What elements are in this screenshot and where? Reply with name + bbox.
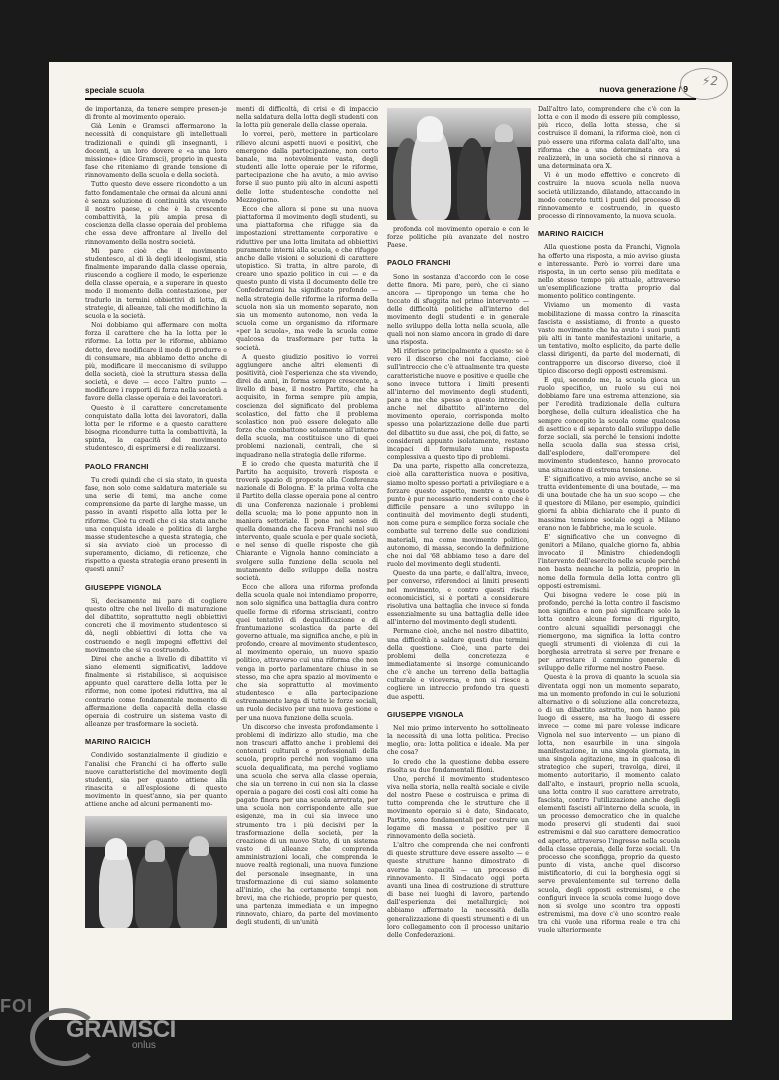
speaker-heading: GIUSEPPE VIGNOLA (85, 582, 162, 592)
page-header: nuova generazione / 9 (599, 84, 688, 94)
paragraph: Mi pare cioè che il movimento studentesco, al di là degli ideologismi, stia finalmente imparando dalla classe operaia, riuscendo a cogliere il modo, le esperienze della classe operaia, e a superare in questo modo il momento della contestazione, per tradurlo in termini obbiettivi di lotta, di strategie, di alleanze, tali che modifichino la scuola e la società. (85, 247, 227, 320)
paragraph: Questo da una parte, e dall'altra, invece, per converso, riferendoci ai limiti presenti nel movimento, e contro questi rischi economicistici, si è portati a considerare risolutiva una battaglia che invece si fonda essenzialmente su una battaglia delle idee all'interno del movimento degli studenti. (387, 570, 529, 627)
paragraph: Permane cioè, anche nel nostro dibattito, una difficoltà a saldare questi due termini della questione. Cioè, una parte dei problemi della concretezza e immediatamente si insorge comunicando che c'è anche un terreno della battaglia culturale e viceversa, e non si riesce a cogliere un intreccio profondo tra questi due aspetti. (387, 628, 529, 701)
column-4 (538, 106, 680, 936)
paragraph: L'altro che comprenda che nei confronti di queste strutture deve essere assolto — e queste strutture hanno dimostrato di averne la capacità — un processo di rinnovamento. Il Sindacato oggi porta avanti una linea di costruzione di strutture di base nei luoghi di lavoro, partendo dall'esperienza dei metallurgici; noi abbiamo affermato la necessità della generalizzazione di questi strumenti e di un loro collegamento con il processo unitario delle Confederazioni. (387, 842, 529, 939)
paragraph: Ecco che allora una riforma profonda della scuola quale noi intendiamo proporre, non solo significa una battaglia dura contro quelle forme di riforma striscianti, contro quei tentativi di dequalificazione e di frantumazione scolastica da parte del governo attuale, ma significa anche, e più in profondo, creare al movimento studentesco, al movimento operaio, un nuovo spazio politico, attraverso cui una riforma che non venga in porto parlamentare chiuso in se stesso, ma che apra spazio al movimento e che sia soprattutto al movimento studentesco e alla partecipazione estremamente larga di tutte le forze sociali, un ruolo decisivo per una nuova gestione e per una nuova funzione della scuola. (236, 584, 378, 722)
column-1 (85, 106, 227, 928)
paragraph: Dall'altro lato, comprendere che c'è con la lotta e con il modo di essere più complesso, più ricco, della lotta stessa, che si costruisce il domani, la riforma cioè, non ci può essere una riforma calata dall'alto, una riforma che a una determinata ora si realizzerà, in una società che si rinnova a una determinata ora X. (538, 106, 680, 171)
paragraph: Condivido sostanzialmente il giudizio e l'analisi che Franchi ci ha offerto sulle nuove caratteristiche del movimento degli studenti, sia per quanto attiene alla rinascita e all'esplosione di questo movimento in quest'anno, sia per quanto attiene anche ad alcuni permanenti mo- (85, 752, 227, 809)
paragraph: Viviamo un momento di vasta mobilitazione di massa contro la rinascita fascista e assistiamo, di fronte a questo vasto movimento che ha avuto i suoi punti più alti in tante manifestazioni unitarie, a un tentativo, molto esplicito, da parte delle classi dirigenti, da parte del modernati, di contrapporre un discorso diverso, cioè il tipico discorso degli opposti estremismi. (538, 302, 680, 375)
section-header: speciale scuola (85, 86, 145, 95)
paragraph: Tu credi quindi che ci sia stato, in questa fase, non solo come saldatura materiale su una serie di temi, ma anche come comprensione da parte di larghe masse, un passo in avanti rispetto alla lotta per le riforme. Cioè tu credi che ci sia stata anche una conquista ideale e politica di larghe masse studentesche a questa strategia, che si sia avviato cioè un processo di superamento, diciamo, di reticenze, che rispetto a questa strategia erano presenti in questi anni? (85, 476, 227, 574)
watermark-onlus-text: onlus (132, 1040, 156, 1051)
paragraph: Mi riferisco principalmente a questo: se è vero il discorso che noi facciamo, cioè sull'intreccio che c'è attualmente tra queste caratteristiche nuove e positive e quelle che sono invece tuttora i limiti presenti all'interno del movimento degli studenti, pare a me che spesso a questo intreccio, anche nel dibattito all'interno del movimento operaio, corrisponda molto spesso una polarizzazione delle due parti del dibattito su due assi, che poi, di fatto, se considerati appunto isolatamente, restano incapaci di formulare una risposta complessiva a questo tipo di problemi. (387, 348, 529, 462)
paragraph: Questo è il carattere concretamente conquistato dalla lotta dei lavoratori, dalla lotta per le riforme e a questo carattere bisogna ricondurre tutta la combattività, la spinta, la capacità del movimento studentesco, di esprimersi e di realizzarsi. (85, 404, 227, 453)
paragraph: E qui, secondo me, la scuola gioca un ruolo specifico, un ruolo su cui noi dobbiamo fare una estrema attenzione, sia per l'eredità tradizionale della cultura borghese, della cultura idealistica che ha sempre concepito la scuola come qualcosa di asettico e di separato dallo sviluppo delle forze sociali, sia perché le tensioni indotte nella scuola dalla sua stessa crisi, dall'esplodere, dall'erompere del movimento studentesco, hanno provocato una situazione di estrema tensione. (538, 376, 680, 474)
speaker-heading: MARINO RAICICH (85, 737, 151, 747)
paragraph: Un discorso che investa profondamente i problemi di indirizzo allo studio, ma che non trascuri affatto anche i problemi dei contenuti culturali e professionali della scuola, proprio perché non vogliamo una scuola dequalificata, ma perché vogliamo una scuola che serva alla classe operaia, che sia un terreno in cui non sia la classe operaia a pagare dei costi così alti come ha pagato finora per una scuola arretrata, per una scuola non corrispondente alle sue esigenze, ma in cui sia invece uno strumento tra i più decisivi per la trasformazione della società, per la creazione di un nuovo Stato, di un sistema vasto di alleanze che comprenda amministrazioni locali, che comprenda le nuove realtà regionali, una nuova funzione del personale insegnante, in una trasformazione di cui siamo solamente all'inizio, che ha certamente tempi non brevi, ma che richiede, proprio per questo, una partenza immediata e un impegno rinnovato, chiaro, da parte del movimento degli studenti, di un'unità (236, 723, 378, 927)
speaker-heading: PAOLO FRANCHI (85, 461, 149, 471)
paragraph: Sì, decisamente mi pare di cogliere questo oltre che nel livello di maturazione del dibattito, soprattutto negli obbiettivi concreti che il movimento studentesco si dà, negli obbiettivi di lotta che va costruendo e negli impegni effettivi del movimento che si va costruendo. (85, 597, 227, 654)
protest-photo-crowd (387, 108, 531, 220)
header-rule (85, 98, 696, 100)
paragraph: Sono in sostanza d'accordo con le cose dette finora. Mi pare, però, che ci siano ancora — tipropongo un tema che ho toccato di sfuggita nel primo intervento — delle difficoltà politiche all'interno del movimento degli studenti e in generale nello sviluppo della lotta nella scuola, alle quali noi non siamo ancora in grado di dare una risposta. (387, 273, 529, 346)
paragraph: de importanza, da tenere sempre presen-je di fronte al movimento operaio. (85, 106, 227, 122)
paragraph: Noi dobbiamo qui affermare con molta forza il carattere che ha la lotta per le riforme. La lotta per le riforme, abbiamo detto, deve modificare il modo di produrre e di consumare, ma abbiamo detto anche di più, modificare il meccanismo di sviluppo della società, cioè la struttura stessa della società, e deve — ecco l'altro punto — modificare i rapporti di forza nella società a favore della classe operaia e dei lavoratori. (85, 322, 227, 403)
watermark-fon-text: FOI (0, 996, 33, 1016)
paragraph: Tutto questo deve essere ricondotto a un fatto fondamentale che ormai da alcuni anni è senza soluzione di continuità sta vivendo il nostro paese, e che è la crescente combattività, la più ampia presa di coscienza della classe operaia del problema che essa deve affrontare al livello del rinnovamento della nostra società. (85, 181, 227, 246)
paragraph: Direi che anche a livello di dibattito vi siano elementi significativi, laddove finalmente si ristabilisce, si acquisisce appunto quel carattere della lotta per le riforme, non come ipotesi riduttiva, ma al contrario come fondamentale momento di affermazione della capacità della classe operaia di costruire un sistema vasto di alleanze per trasformare la società. (85, 655, 227, 729)
column-2 (236, 106, 378, 929)
paragraph: Ecco che allora si pone su una nuova piattaforma il movimento degli studenti, su una piattaforma che rifugge sia da impostazioni strettamente corporative e riduttive per una lotta limitata ad obbiettivi puramente interni alla scuola, e che rifugge anche dalle visioni e soluzioni di carattere utopistico. Si tratta, in altre parole, di creare uno spazio politico in cui — e da questo punto di vista il documento delle tre Confederazioni ha significato profondo — nella strategia delle riforme la riforma della scuola non sia un momento separato, non sia un momento autonomo, non veda la scuola come un organismo da riformare «per la scuola», ma vede la scuola come qualcosa da trasformare per tutta la società. (236, 205, 378, 352)
paragraph: E io credo che questa maturità che il Partito ha acquisito, troverà risposta e troverà spazio di proposte alla Conferenza nazionale di Bologna. E' la prima volta che il Partito della classe operaia pone al centro di una Conferenza nazionale i problemi della scuola; ma lo pone appunto non in maniera settoriale. Il pone nel senso di quella domanda che faceva Franchi nel suo intervento, quale scuola e per quale società, e nel senso di quelle risposte che già Chiarante e Vignola hanno cominciato a svolgere sulla funzione della scuola nel mutamento dello sviluppo della nostra società. (236, 460, 378, 582)
column-3 (387, 106, 529, 941)
paragraph: Da una parte, rispetto alla concretezza, cioè alla caratteristica nuova e positiva, siamo molto spesso portati a privilegiare e a forzare questo aspetto, mentre a questo punto è pur necessario rendersi conto che è difficile pensare a uno sviluppo in continuità del movimento degli studenti, non come pura e semplice forza sociale che combatte sul terreno delle sue condizioni materiali, ma come movimento politico, autonomo, di massa, secondo la definizione che noi dal '68 abbiamo teso a dare del ruolo del movimento degli studenti. (387, 463, 529, 569)
handwritten-page-note: ⚡2 (701, 74, 718, 88)
paragraph: A questo giudizio positivo io vorrei aggiungere anche altri elementi di positività, cioè l'esperienza che sta vivendo, direi da anni, in forma sempre crescente, a livello di base, il nostro Partito, che ha acquisito, in forma sempre più ampia, coscienza del significato del problema scolastico, del fatto che il problema scolastico non può essere delegato alle forze che combattono solamente all'interno della scuola, ma costituisce uno di quei problemi nazionali, centrali, che si inquadrano nella strategia delle riforme. (236, 353, 378, 459)
magazine-page (49, 62, 732, 1020)
paragraph: Alla questione posta da Franchi, Vignola ha offerto una risposta, a mio avviso giusta e interessante. Però io vorrei dare una risposta, in un certo senso più meditata e nello stesso tempo più attuale, attraverso un'esemplificazione tratta proprio dal momento politico contingente. (538, 244, 680, 301)
protest-photo-workers (85, 816, 227, 928)
paragraph: Vi è un modo effettivo e concreto di costruire la nuova scuola nella nuova società utilizzando, dilatando, attaccando in modo concreto tutti i punti del processo di rinnovamento e costruendo, in questo processo di rinnovamento, la nuova scuola. (538, 172, 680, 221)
photo-caption: profonda col movimento operaio e con le forze politiche più avanzate del nostro Paese. (387, 226, 529, 250)
watermark-gramsci-text: GRAMSCI (66, 1016, 176, 1043)
paragraph: Nel mio primo intervento ho sottolineato la necessità di una lotta politica. Preciso meglio, ora: lotta politica e ideale. Ma per che cosa? (387, 724, 529, 757)
paragraph: Già Lenin e Gramsci affermarono la necessità di conquistare gli intellettuali tradizionali e quindi gli insegnanti, i docenti, a un loro dovere e «a una loro missione» (dice Gramsci), proprio in questa fase che riteniamo di grande tensione di rinnovamento della scuola e della società. (85, 123, 227, 180)
speaker-heading: GIUSEPPE VIGNOLA (387, 709, 464, 719)
paragraph: Questa è la prova di quanto la scuola sia diventata oggi non un momento separato, ma un momento profondo in cui le soluzioni alternative o di soluzione alla concretezza, o di un dibattito astratto, non hanno più luogo di essere, ma ha luogo di essere invece — come mi pare volesse indicare Vignola nel suo intervento — un piano di lotta, non esaurbile in una singola manifestazione, in una singola giornata, in una singola agitazione, ma in qualcosa di strategico che superi, travolga, direi, il momento autoritario, il momento calato dall'alto, e instauri, proprio nella scuola, una lotta contro il suo carattere arretrato, fascista, contro l'utilizzazione anche degli elementi fascisti all'interno della scuola, in un processo democratico che in qualche modo preservi gli studenti dai suoi estremismi e dal suo carattere democratico ed aperto, attraverso l'ingresso nella scuola della classe operaia, delle forze sociali. Un processo che sconfigga, proprio da questo punto di vista, anche quel discorso mistificatorio, di cui la borghesia oggi si serve prevalentemente sul terreno della scuola, degli opposti estremismi, e che configuri invece la scuola come luogo dove non si svolge uno scontro tra opposti estremismi, ma dove c'è uno scontro reale tra chi vuole una riforma reale e tra chi vuole ulteriormente (538, 674, 680, 935)
paragraph: menti di difficoltà, di crisi e di impaccio nella saldatura della lotta degli studenti con la lotta più generale della classe operaia. (236, 106, 378, 130)
speaker-heading: MARINO RAICICH (538, 229, 604, 239)
paragraph: Qui bisogna vedere le cose più in profondo, perché la lotta contro il fascismo non significa e non può significare solo la lotta contro alcune forme di rigurgito, contro alcuni squallidi personaggi che riemergono, ma significa la lotta contro quegli strumenti di violenza di cui la borghesia arretrata si serve per frenare e per arrestare il cammino generale di sviluppo delle riforme nel nostro Paese. (538, 591, 680, 673)
paragraph: Uno, perché il movimento studentesco viva nella storia, nella realtà sociale e civile del nostro Paese e costruisca e prima di tutto comprenda che le strutture che il movimento operaio si è dato, Sindacato, Partito, sono fondamentali per costruire un legame di massa e positivo per il rinnovamento della società. (387, 775, 529, 840)
paragraph: Io credo che la questione debba essere risolta su due fondamentali filoni. (387, 758, 529, 774)
paragraph: E' significativo, a mio avviso, anche se si tratta evidentemente di una boutade, — ma di una boutade che ha un suo scopo — che il questore di Milano, per esempio, quindici giorni fa abbia dichiarato che il punto di massima tensione sociale oggi a Milano erano non le fabbriche, ma le scuole. (538, 475, 680, 532)
paragraph: Io vorrei, però, mettere in particolare rilievo alcuni aspetti nuovi e positivi, che emergono dalla partecipazione, non certo banale, ma notevolmente vasta, degli studenti alle lotte operaie per le riforme, partecipazione che ha avuto, a mio avviso forse il suo punto più alto in alcuni aspetti delle lotte studentesche condotte nel Mezzogiorno. (236, 131, 378, 204)
speaker-heading: PAOLO FRANCHI (387, 258, 451, 268)
paragraph: E' significativo che un convegno di genitori a Milano, qualche giorno fa, abbia invocato il Ministro chiedendogli l'intervento dell'esercito nelle scuole perché non basta neanche la polizia, proprio in nome della formula della lotta contro gli opposti estremismi. (538, 533, 680, 590)
